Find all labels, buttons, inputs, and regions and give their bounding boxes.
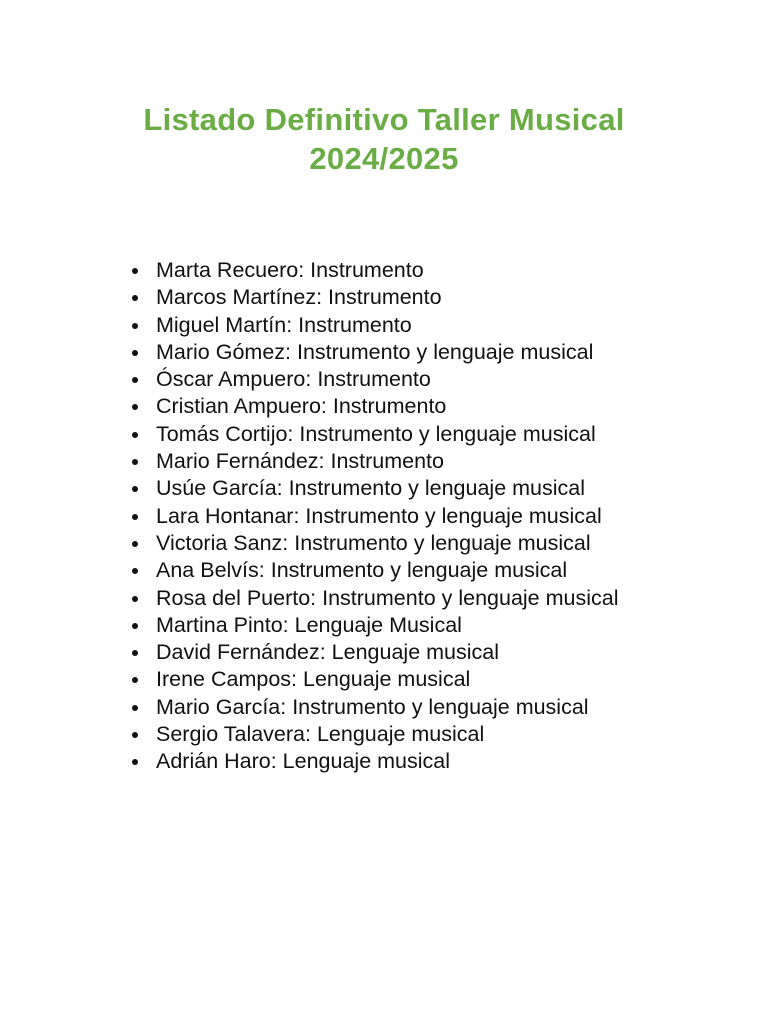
list-item-text: Miguel Martín: Instrumento: [156, 312, 412, 337]
list-item-text: Mario Gómez: Instrumento y lenguaje musical: [156, 339, 594, 364]
list-item: [132, 421, 619, 448]
list-item-text: Victoria Sanz: Instrumento y lenguaje musical: [156, 530, 591, 555]
bullet-icon: [132, 295, 138, 301]
bullet-icon: [132, 350, 138, 356]
list-item: [132, 284, 619, 311]
bullet-icon: [132, 404, 138, 410]
bullet-icon: [132, 323, 138, 329]
list-item-text: Ana Belvís: Instrumento y lenguaje musical: [156, 558, 568, 583]
bullet-icon: [132, 541, 138, 547]
list-item: [132, 475, 619, 502]
list-item-text: Rosa del Puerto: Instrumento y lenguaje musical: [156, 585, 619, 610]
page-title: [0, 100, 768, 178]
title-line-1: Listado Definitivo Taller Musical: [143, 102, 625, 137]
participant-list: [132, 257, 619, 776]
list-item: [132, 721, 619, 748]
list-item-text: Marcos Martínez: Instrumento: [156, 285, 442, 310]
bullet-icon: [132, 514, 138, 520]
list-item-text: Mario Fernández: Instrumento: [156, 449, 444, 474]
bullet-icon: [132, 486, 138, 492]
list-item: [132, 503, 619, 530]
list-item: [132, 312, 619, 339]
list-item: [132, 339, 619, 366]
list-item-text: Óscar Ampuero: Instrumento: [156, 367, 431, 392]
bullet-icon: [132, 268, 138, 274]
bullet-icon: [132, 623, 138, 629]
list-item: [132, 639, 619, 666]
list-item: [132, 748, 619, 775]
list-item: [132, 612, 619, 639]
bullet-icon: [132, 759, 138, 765]
list-item: [132, 393, 619, 420]
bullet-icon: [132, 705, 138, 711]
bullet-icon: [132, 732, 138, 738]
list-item-text: Irene Campos: Lenguaje musical: [156, 667, 471, 692]
bullet-icon: [132, 377, 138, 383]
list-item: [132, 530, 619, 557]
list-item-text: Marta Recuero: Instrumento: [156, 258, 424, 282]
list-item-text: Lara Hontanar: Instrumento y lenguaje musical: [156, 503, 602, 528]
bullet-icon: [132, 650, 138, 656]
bullet-icon: [132, 432, 138, 438]
bullet-icon: [132, 596, 138, 602]
bullet-icon: [132, 459, 138, 465]
list-item: [132, 257, 619, 284]
title-line-2: 2024/2025: [309, 141, 459, 176]
bullet-icon: [132, 677, 138, 683]
list-item: [132, 557, 619, 584]
list-item: [132, 694, 619, 721]
list-item-text: Cristian Ampuero: Instrumento: [156, 394, 447, 419]
list-item: [132, 448, 619, 475]
bullet-icon: [132, 568, 138, 574]
list-item-text: Mario García: Instrumento y lenguaje musical: [156, 694, 589, 719]
list-item-text: Martina Pinto: Lenguaje Musical: [156, 612, 462, 637]
list-item-text: Sergio Talavera: Lenguaje musical: [156, 722, 485, 747]
list-item: [132, 366, 619, 393]
list-item-text: Tomás Cortijo: Instrumento y lenguaje musical: [156, 421, 596, 446]
list-item-text: Usúe García: Instrumento y lenguaje musical: [156, 476, 586, 501]
list-item-text: Adrián Haro: Lenguaje musical: [156, 749, 450, 774]
list-item: [132, 585, 619, 612]
list-item-text: David Fernández: Lenguaje musical: [156, 640, 500, 665]
list-item: [132, 666, 619, 693]
